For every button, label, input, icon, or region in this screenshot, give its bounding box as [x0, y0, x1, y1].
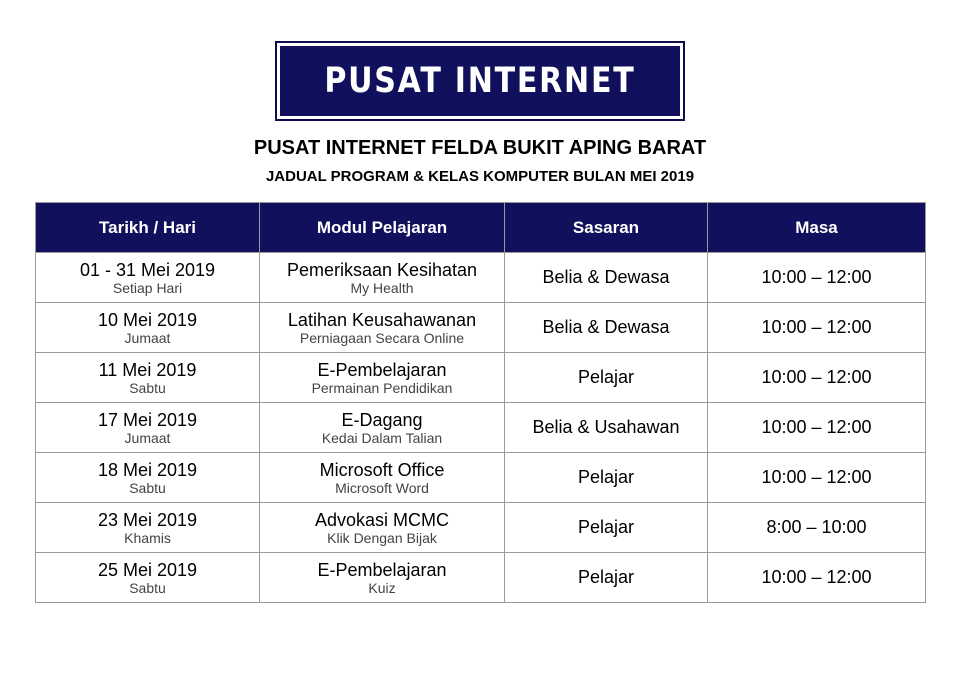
time-cell: 10:00 – 12:00	[708, 303, 926, 353]
target-cell: Belia & Dewasa	[505, 253, 708, 303]
module-text: E-Dagang	[341, 409, 423, 430]
module-cell	[260, 453, 505, 503]
day-text: Khamis	[124, 529, 171, 546]
target-cell: Belia & Usahawan	[505, 403, 708, 453]
day-text: Sabtu	[129, 479, 166, 496]
module-sub-text: Kedai Dalam Talian	[321, 429, 443, 446]
day-text: Sabtu	[129, 579, 166, 596]
date-cell	[36, 503, 260, 553]
date-text: 11 Mei 2019	[98, 359, 197, 380]
logo-text: PUSAT INTERNET	[324, 61, 636, 101]
table-row	[36, 403, 926, 453]
table-row	[36, 503, 926, 553]
pusat-internet-logo	[275, 41, 685, 121]
page-subtitle: JADUAL PROGRAM & KELAS KOMPUTER BULAN MEI 2019	[265, 168, 695, 185]
module-text: E-Pembelajaran	[317, 559, 447, 580]
module-cell	[260, 353, 505, 403]
module-sub-text: Perniagaan Secara Online	[299, 329, 465, 346]
logo-banner	[280, 46, 680, 116]
day-text: Setiap Hari	[112, 279, 183, 296]
day-text: Sabtu	[129, 379, 166, 396]
table-row	[36, 353, 926, 403]
module-sub-text: Microsoft Word	[335, 479, 429, 496]
date-cell	[36, 453, 260, 503]
module-text: E-Pembelajaran	[317, 359, 447, 380]
module-cell	[260, 303, 505, 353]
module-cell	[260, 503, 505, 553]
time-cell: 8:00 – 10:00	[708, 503, 926, 553]
header-time: Masa	[708, 203, 926, 253]
module-sub-text: My Health	[350, 279, 414, 296]
date-text: 17 Mei 2019	[97, 409, 198, 430]
date-cell	[36, 353, 260, 403]
table-header-row	[36, 203, 926, 253]
date-text: 25 Mei 2019	[97, 559, 198, 580]
time-cell: 10:00 – 12:00	[708, 403, 926, 453]
module-cell	[260, 403, 505, 453]
schedule-table	[35, 202, 926, 603]
date-cell	[36, 403, 260, 453]
module-text: Advokasi MCMC	[314, 509, 450, 530]
module-text: Pemeriksaan Kesihatan	[286, 259, 478, 280]
module-cell	[260, 253, 505, 303]
table-row	[36, 453, 926, 503]
target-cell: Pelajar	[505, 353, 708, 403]
date-text: 01 - 31 Mei 2019	[79, 259, 216, 280]
date-cell	[36, 303, 260, 353]
time-cell: 10:00 – 12:00	[708, 553, 926, 603]
module-sub-text: Permainan Pendidikan	[311, 379, 453, 396]
module-text: Latihan Keusahawanan	[287, 309, 477, 330]
target-cell: Pelajar	[505, 503, 708, 553]
day-text: Jumaat	[124, 429, 171, 446]
target-cell: Pelajar	[505, 553, 708, 603]
target-cell: Pelajar	[505, 453, 708, 503]
time-cell: 10:00 – 12:00	[708, 253, 926, 303]
time-cell: 10:00 – 12:00	[708, 453, 926, 503]
day-text: Jumaat	[124, 329, 171, 346]
target-cell: Belia & Dewasa	[505, 303, 708, 353]
header-target: Sasaran	[505, 203, 708, 253]
date-text: 18 Mei 2019	[97, 459, 198, 480]
module-cell	[260, 553, 505, 603]
table-row	[36, 303, 926, 353]
table-row	[36, 253, 926, 303]
table-row	[36, 553, 926, 603]
module-sub-text: Klik Dengan Bijak	[327, 529, 437, 546]
header-date-day: Tarikh / Hari	[36, 203, 260, 253]
module-text: Microsoft Office	[319, 459, 445, 480]
module-sub-text: Kuiz	[368, 579, 396, 596]
time-cell: 10:00 – 12:00	[708, 353, 926, 403]
header-module: Modul Pelajaran	[260, 203, 505, 253]
date-cell	[36, 553, 260, 603]
date-text: 23 Mei 2019	[97, 509, 198, 530]
date-text: 10 Mei 2019	[97, 309, 198, 330]
page-title: PUSAT INTERNET FELDA BUKIT APING BARAT	[253, 137, 707, 159]
date-cell	[36, 253, 260, 303]
